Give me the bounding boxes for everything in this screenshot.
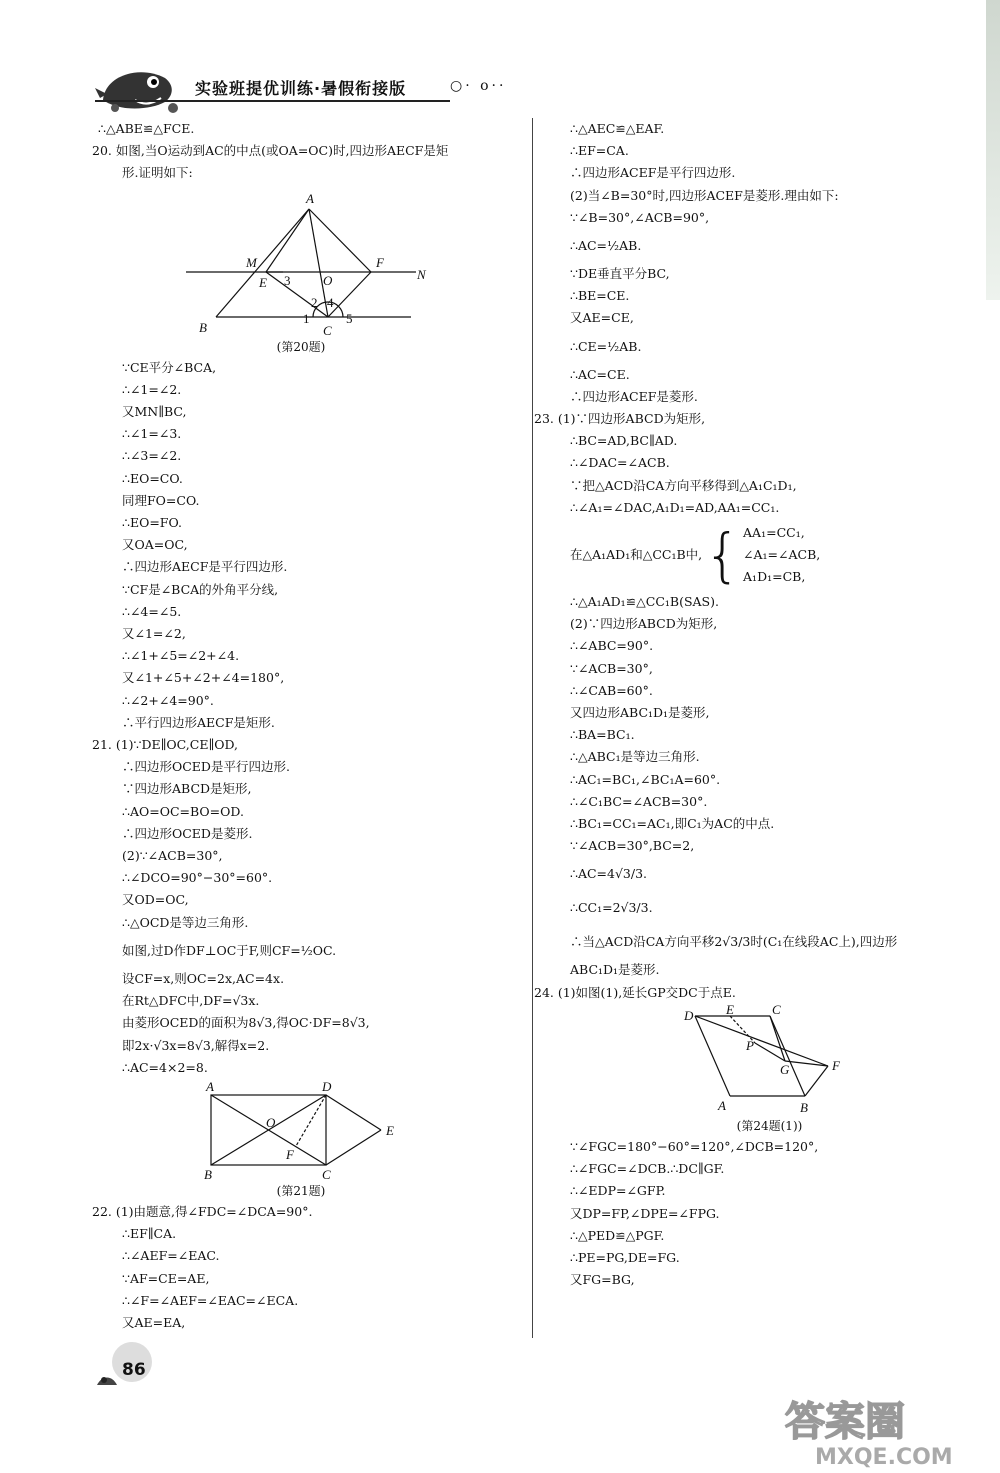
figure-label: F xyxy=(376,254,384,270)
text-line: 在△A₁AD₁和△CC₁B中, xyxy=(570,546,703,562)
problem-24-intro: 24. (1)如图(1),延长GP交DC于点E. xyxy=(534,984,736,1000)
text-line: ∴AC=4√3/3. xyxy=(570,866,648,882)
text-line: ∴△AEC≌△EAF. xyxy=(570,121,665,136)
text-line: ∴△ABC₁是等边三角形. xyxy=(570,749,700,765)
figure-label: P xyxy=(745,1037,754,1053)
text-line: ∴△PED≌△PGF. xyxy=(570,1227,665,1243)
series-title: 实验班提优训练·暑假衔接版 xyxy=(195,79,407,98)
text-line: A₁D₁=CB, xyxy=(743,569,806,585)
page-edge-shadow xyxy=(986,0,1000,300)
figure-label: C xyxy=(323,322,332,338)
problem-21-intro: 21. (1)∵DE∥OC,CE∥OD, xyxy=(92,737,239,753)
text-line: ∴△A₁AD₁≌△CC₁B(SAS). xyxy=(570,594,719,610)
congruence-system xyxy=(570,519,977,591)
watermark-text: 答案圈 xyxy=(785,1399,905,1445)
solution-block xyxy=(92,756,510,1079)
decorative-dots: ○· o·· xyxy=(450,78,507,94)
problem-20-intro xyxy=(92,140,510,184)
text-line: ∴∠2+∠4=90°. xyxy=(122,692,214,708)
solution-block xyxy=(92,1223,510,1334)
text-line: ∴四边形OCED是菱形. xyxy=(122,825,253,841)
text-line: ∴EF=CA. xyxy=(570,143,629,159)
text-line: ∵∠ACB=30°, xyxy=(570,660,653,676)
text-line: ∴∠DAC=∠ACB. xyxy=(570,455,670,471)
text-line: ∵CF是∠BCA的外角平分线, xyxy=(122,581,279,597)
text-line: 又OA=OC, xyxy=(122,537,188,553)
figure-label: O xyxy=(266,1114,276,1130)
problem-22-intro: 22. (1)由题意,得∠FDC=∠DCA=90°. xyxy=(92,1203,313,1219)
text-line: ∴∠A₁=∠DAC,A₁D₁=AD,AA₁=CC₁. xyxy=(570,499,780,515)
text-line: 又AE=EA, xyxy=(122,1314,186,1330)
figure-21 xyxy=(196,1078,406,1182)
text-line: ∴四边形OCED是平行四边形. xyxy=(122,759,290,775)
text-line: ∵把△ACD沿CA方向平移得到△A₁C₁D₁, xyxy=(570,477,797,493)
text-line: ∴四边形ACEF是菱形. xyxy=(570,388,698,404)
text-line: ∴四边形ACEF是平行四边形. xyxy=(570,165,736,181)
text-line: ∴∠CAB=60°. xyxy=(570,682,653,698)
text-line: ∵∠FGC=180°−60°=120°,∠DCB=120°, xyxy=(570,1138,819,1154)
figure-caption: (第24题(1)) xyxy=(736,1118,803,1133)
figure-label: A xyxy=(206,1078,214,1094)
text-line: ∴∠AEF=∠EAC. xyxy=(122,1248,220,1264)
text-line: ∴当△ACD沿CA方向平移2√3/3时(C₁在线段AC上),四边形 xyxy=(570,934,898,950)
text-line: ∴BA=BC₁. xyxy=(570,727,635,743)
text-line: (2)∵∠ACB=30°, xyxy=(122,848,223,864)
text-line: ∴∠ABC=90°. xyxy=(570,638,654,654)
text-line: 又四边形ABC₁D₁是菱形, xyxy=(570,705,710,721)
text-line: ∴PE=PG,DE=FG. xyxy=(570,1249,680,1265)
text-line: ∴EO=CO. xyxy=(122,470,183,486)
text-line: ∵四边形ABCD是矩形, xyxy=(122,781,252,797)
solution-block xyxy=(562,118,977,408)
text-line: ∴∠1=∠3. xyxy=(122,426,182,442)
text-line: 又OD=OC, xyxy=(122,892,189,908)
figure-label: 1 xyxy=(303,310,310,326)
text-line: ∴CE=½AB. xyxy=(570,338,642,354)
text-line: ∵DE垂直平分BC, xyxy=(570,266,670,282)
figure-label: G xyxy=(779,1061,789,1077)
figure-label: E xyxy=(725,1001,734,1017)
text-line: ∵∠ACB=30°,BC=2, xyxy=(570,838,695,854)
text-line: ∴∠1+∠5=∠2+∠4. xyxy=(122,648,240,664)
figure-caption: (第20题) xyxy=(276,339,326,354)
watermark-url: MXQE.COM xyxy=(815,1445,953,1470)
text-line: 形.证明如下: xyxy=(122,165,193,181)
text-line: ∴△OCD是等边三角形. xyxy=(122,914,249,930)
figure-label: C xyxy=(771,1001,781,1017)
page-header xyxy=(95,60,545,115)
text-line: ∴AO=OC=BO=OD. xyxy=(122,803,244,819)
text-line: ∴AC₁=BC₁,∠BC₁A=60°. xyxy=(570,771,721,787)
problem-23-intro: 23. (1)∵四边形ABCD为矩形, xyxy=(534,411,706,427)
text-line: ∴四边形AECF是平行四边形. xyxy=(122,559,288,575)
text-line: 即2x·√3x=8√3,解得x=2. xyxy=(122,1037,270,1053)
text-line: ∴BE=CE. xyxy=(570,288,630,304)
text-line: ∴∠EDP=∠GFP. xyxy=(570,1183,666,1199)
solution-block xyxy=(562,430,977,981)
text-line: (2)当∠B=30°时,四边形ACEF是菱形.理由如下: xyxy=(570,187,839,203)
text-line: ∠A₁=∠ACB, xyxy=(743,547,821,563)
figure-label: D xyxy=(683,1007,693,1023)
text-line: ∵CE平分∠BCA, xyxy=(122,359,217,375)
figure-label: A xyxy=(717,1097,726,1113)
text-line: ∴∠C₁BC=∠ACB=30°. xyxy=(570,793,708,809)
figure-label: F xyxy=(831,1057,840,1073)
text-line: 20. 如图,当O运动到AC的中点(或OA=OC)时,四边形AECF是矩 xyxy=(92,143,449,159)
text-line: ∴△ABE≌△FCE. xyxy=(98,121,195,136)
text-line: 同理FO=CO. xyxy=(122,492,200,508)
figure-label: D xyxy=(322,1078,332,1094)
text-line: ∴∠F=∠AEF=∠EAC=∠ECA. xyxy=(122,1292,299,1308)
figure-label: F xyxy=(286,1146,294,1162)
figure-label: N xyxy=(417,266,426,282)
figure-label: C xyxy=(322,1166,331,1182)
text-line: ∴AC=4×2=8. xyxy=(122,1059,208,1075)
text-line: 又MN∥BC, xyxy=(122,404,187,420)
solution-block xyxy=(92,118,510,140)
right-column xyxy=(534,118,977,1291)
text-line: ∴BC₁=CC₁=AC₁,即C₁为AC的中点. xyxy=(570,816,775,832)
text-line: 又AE=CE, xyxy=(570,310,634,326)
text-line: (2)∵四边形ABCD为矩形, xyxy=(570,616,718,632)
text-line: ∴AC=CE. xyxy=(570,366,630,382)
text-line: 由菱形OCED的面积为8√3,得OC·DF=8√3, xyxy=(122,1015,370,1031)
figure-24-1 xyxy=(680,1001,860,1116)
text-line: ∵AF=CE=AE, xyxy=(122,1270,210,1286)
figure-label: 4 xyxy=(327,294,334,310)
text-line: 又∠1+∠5+∠2+∠4=180°, xyxy=(122,670,285,686)
solution-block xyxy=(92,357,510,734)
text-line: ∴EF∥CA. xyxy=(122,1226,177,1242)
figure-label: A xyxy=(306,190,314,206)
figure-20 xyxy=(181,187,426,338)
header-rule xyxy=(95,100,450,102)
text-line: 在Rt△DFC中,DF=√3x. xyxy=(122,993,260,1009)
left-column xyxy=(92,118,510,1334)
figure-label: M xyxy=(246,254,257,270)
text-line: ∵∠B=30°,∠ACB=90°, xyxy=(570,209,710,225)
text-line: ∴CC₁=2√3/3. xyxy=(570,900,653,916)
figure-caption: (第21题) xyxy=(276,1183,326,1198)
text-line: ∴AC=½AB. xyxy=(570,238,642,254)
column-divider xyxy=(532,118,533,1338)
text-line: 又DP=FP,∠DPE=∠FPG. xyxy=(570,1205,720,1221)
figure-label: E xyxy=(386,1122,394,1138)
text-line: ∴∠1=∠2. xyxy=(122,381,182,397)
text-line: AA₁=CC₁, xyxy=(743,525,805,541)
text-line: 又FG=BG, xyxy=(570,1272,635,1288)
text-line: 设CF=x,则OC=2x,AC=4x. xyxy=(122,970,285,986)
left-brace: { xyxy=(704,521,742,590)
text-line: ∴EO=FO. xyxy=(122,515,182,531)
figure-label: E xyxy=(259,274,267,290)
text-line: ABC₁D₁是菱形. xyxy=(570,962,660,978)
text-line: ∴∠4=∠5. xyxy=(122,603,182,619)
figure-label: 2 xyxy=(311,294,318,310)
text-line: ∴BC=AD,BC∥AD. xyxy=(570,433,678,449)
text-line: ∴∠DCO=90°−30°=60°. xyxy=(122,870,273,886)
watermark-logo xyxy=(775,1390,990,1470)
figure-label: 5 xyxy=(346,310,353,326)
text-line: 如图,过D作DF⊥OC于F,则CF=½OC. xyxy=(122,942,337,958)
page-number: 86 xyxy=(122,1360,146,1380)
cartoon-fish-logo-icon xyxy=(95,60,185,115)
system-lines xyxy=(743,522,820,588)
text-line: ∴∠3=∠2. xyxy=(122,448,182,464)
figure-label: B xyxy=(199,319,207,335)
figure-label: O xyxy=(323,272,333,288)
text-line: 又∠1=∠2, xyxy=(122,626,186,642)
figure-label: B xyxy=(204,1166,212,1182)
figure-label: 3 xyxy=(284,272,291,288)
solution-block xyxy=(562,1136,977,1291)
figure-label: B xyxy=(799,1099,808,1115)
text-line: ∴∠FGC=∠DCB.∴DC∥GF. xyxy=(570,1161,725,1177)
text-line: ∴平行四边形AECF是矩形. xyxy=(122,714,275,730)
